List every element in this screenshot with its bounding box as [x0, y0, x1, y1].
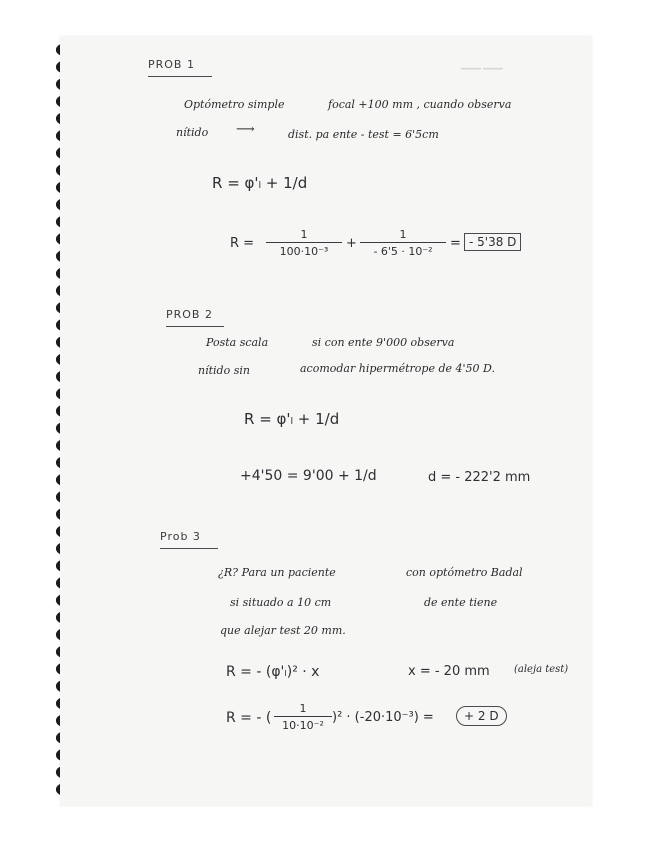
prob2-line3: nítido sin: [198, 364, 250, 377]
prob1-frac2-den: - 6'5 · 10⁻²: [373, 245, 433, 258]
prob3-line5: que alejar test 20 mm.: [220, 624, 346, 637]
prob3-line3: si situado a 10 cm: [230, 596, 332, 609]
prob3-line2: con optómetro Badal: [406, 566, 523, 579]
equals-sign: =: [450, 236, 461, 251]
prob3-formula: R = - (φ'ₗ)² · x: [226, 664, 320, 680]
arrow-icon: ⟶: [236, 122, 255, 137]
prob2-underline: [166, 326, 224, 327]
plus-sign: +: [346, 236, 357, 251]
prob3-underline: [160, 548, 218, 549]
prob1-frac1-den: 100·10⁻³: [279, 245, 329, 258]
notebook-page: [60, 36, 592, 806]
prob1-line4: dist. pa ente - test = 6'5cm: [288, 128, 439, 141]
prob1-frac1-num: 1: [266, 228, 342, 243]
prob3-frac-den: 10·10⁻²: [282, 719, 324, 732]
prob1-title: PROB 1: [148, 58, 195, 71]
prob2-formula: R = φ'ₗ + 1/d: [244, 410, 340, 428]
prob1-fraction-1: [266, 228, 342, 258]
prob2-result: d = - 222'2 mm: [428, 470, 531, 485]
prob3-line1: ¿R? Para un paciente: [218, 566, 336, 579]
prob3-x-note: (aleja test): [514, 664, 569, 675]
prob1-underline: [148, 76, 212, 77]
prob3-frac-num: 1: [274, 702, 332, 717]
prob3-fraction: [274, 702, 332, 732]
prob3-line4: de ente tiene: [424, 596, 498, 609]
prob2-title: PROB 2: [166, 308, 213, 321]
prob1-frac2-num: 1: [360, 228, 446, 243]
prob3-calc-prefix: R = - (: [226, 710, 272, 726]
prob2-line1: Posta scala: [206, 336, 269, 349]
prob3-x-value: x = - 20 mm: [408, 664, 490, 679]
prob1-line2: focal +100 mm , cuando observa: [328, 98, 512, 111]
prob1-fraction-2: [360, 228, 446, 258]
prob2-line2: si con ente 9'000 observa: [312, 336, 455, 349]
prob1-formula: R = φ'ₗ + 1/d: [212, 174, 308, 192]
prob1-line3: nítido: [176, 126, 209, 139]
prob1-calc-prefix: R =: [230, 236, 255, 251]
prob2-calc: +4'50 = 9'00 + 1/d: [240, 468, 377, 484]
prob3-calc-suffix: )² · (-20·10⁻³) =: [332, 710, 434, 725]
bleed-through-mark: ——: [460, 56, 504, 81]
prob2-line4: acomodar hipermétrope de 4'50 D.: [300, 362, 495, 375]
prob1-line1: Optómetro simple: [184, 98, 285, 111]
prob1-result: - 5'38 D: [464, 233, 521, 251]
prob3-title: Prob 3: [160, 530, 201, 543]
prob3-result: + 2 D: [456, 706, 507, 726]
